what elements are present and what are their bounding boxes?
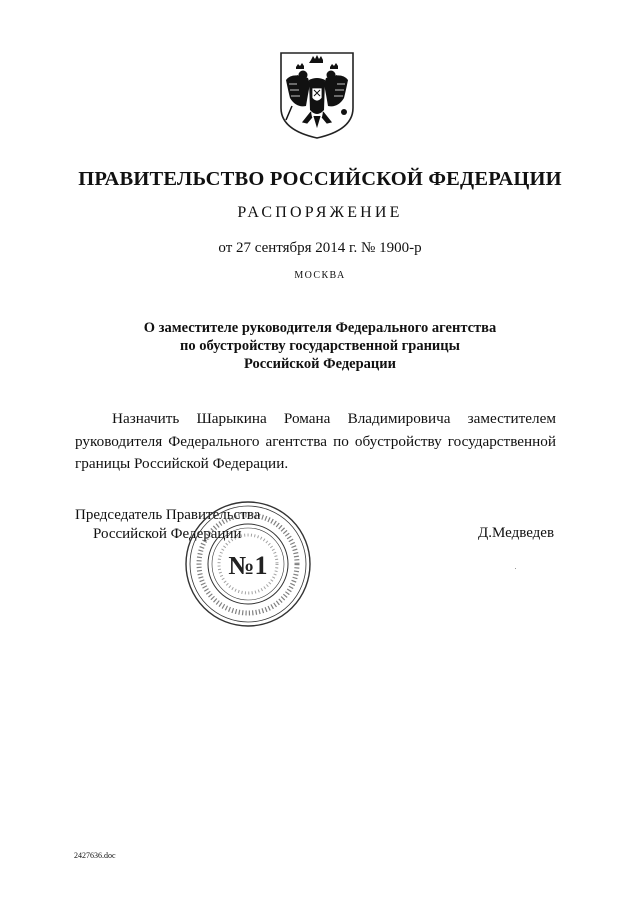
body-word: Шарыкина — [196, 410, 267, 427]
signatory-name: Д.Медведев — [478, 525, 555, 541]
body-word: Владимировича — [347, 410, 451, 427]
body-word: Романа — [283, 410, 331, 427]
seal-stamp-icon — [180, 496, 316, 632]
document-type: РАСПОРЯЖЕНИЕ — [237, 204, 403, 221]
government-title: ПРАВИТЕЛЬСТВО РОССИЙСКОЙ ФЕДЕРАЦИИ — [78, 168, 562, 190]
body-word: Назначить — [112, 410, 180, 427]
footer-filename: 2427636.doc — [74, 851, 116, 860]
body-line-2 — [75, 431, 556, 454]
signatory-title-line: Председатель Правительства — [75, 507, 261, 523]
signatory-title-line: Российской Федерации — [93, 526, 242, 542]
subject-line: по обустройству государственной границы — [180, 338, 460, 354]
body-word: обустройству — [354, 432, 442, 450]
body-word: руководителя — [75, 432, 163, 450]
body-word: агентства — [265, 432, 328, 450]
seal-number: №1 — [228, 551, 268, 580]
document-body — [75, 408, 556, 476]
document-date-number: от 27 сентября 2014 г. № 1900-р — [218, 240, 422, 256]
coat-of-arms-icon — [278, 50, 356, 140]
subject-line: Российской Федерации — [243, 356, 396, 372]
document-city: МОСКВА — [294, 270, 346, 281]
speck — [515, 568, 516, 569]
body-word: заместителем — [467, 410, 556, 427]
subject-line: О заместителе руководителя Федерального агентства — [143, 320, 497, 336]
document-subject — [0, 319, 640, 373]
body-line-3: границы Российской Федерации. — [75, 455, 289, 472]
body-line-1 — [75, 408, 556, 431]
body-word: государственной — [447, 432, 556, 450]
body-word: по — [333, 432, 349, 450]
body-word: Федерального — [168, 432, 260, 450]
